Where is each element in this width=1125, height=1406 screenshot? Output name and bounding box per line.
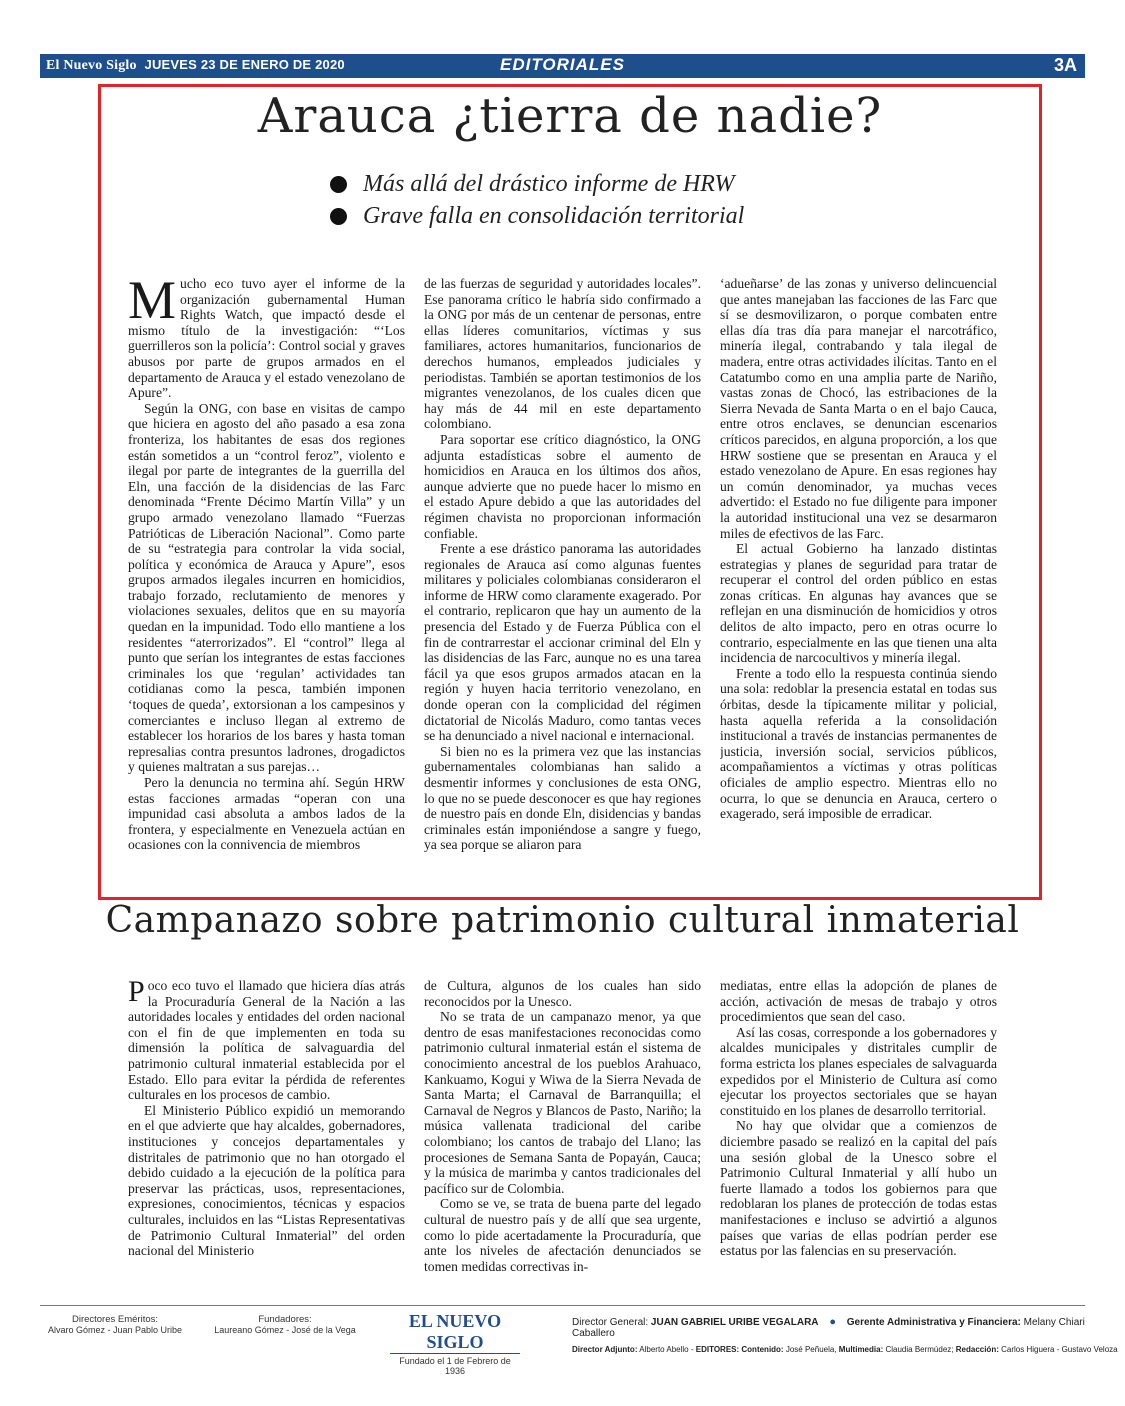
editorial-2-column-3: [720, 978, 997, 1280]
paragraph: No hay que olvidar que a comienzos de diciembre pasado se realizó en la capital del país una sesión global de la Unesco sobre el Patrimonio Cultural Inmaterial y allí hubo un fuerte llamado a todos los gobiernos para que redoblaran los planes de protección de todas estas manifestaciones e incluso se advirtió a algunos países que varias de ellas podrían perder ese estatus por las falencias en su preservación.: [720, 1118, 997, 1259]
paragraph: de las fuerzas de seguridad y autoridades locales”. Ese panorama crítico le habría sido confirmado a la ONG por más de un centenar de personas, entre ellas líderes comunitarios, víctimas y sus familiares, actores humanitarios, funcionarios de derechos humanos, empleados judiciales y periodistas. También se aportan testimonios de los migrantes venezolanos, de los cuales dicen que hay más de 44 mil en este departamento colombiano.: [424, 276, 701, 432]
paragraph: ‘adueñarse’ de las zonas y universo delincuencial que antes manejaban las facciones de las Farc que sí se desmovilizaron, o porque combaten entre ellas día tras día para manejar el narcotráfico, minería ilegal, contrabando y tala ilegal de madera, entre otras actividades ilícitas. Tanto en el Catatumbo como en una amplia parte de Nariño, vastas zonas de Chocó, las estribaciones de la Sierra Nevada de Santa Marta o en el bajo Cauca, entre otros enclaves, se denuncian escenarios críticos parecidos, en alguna proporción, a los que HRW sostiene que se presentan en Arauca y el estado venezolano de Apure. En esas regiones hay un común denominador, ya muchas veces advertido: el Estado no fue diligente para imponer la autoridad institucional una vez se desarmaron miles de efectivos de las Farc.: [720, 276, 997, 541]
editorial-1-column-1: [128, 276, 405, 882]
paragraph: No se trata de un campanazo menor, ya que dentro de esas manifestaciones reconocidas como patrimonio cultural inmaterial están el sistema de conocimiento ancestral de los pueblos Arahuaco, Kankuamo, Kogui y Wiwa de la Sierra Nevada de Santa Marta; el Carnaval de Barranquilla; el Carnaval de Negros y Blancos de Pasto, Nariño; la música vallenata tradicional del caribe colombiano; los cantos de trabajo del Llano; las procesiones de Semana Santa de Popayán, Cauca; y la música de marimba y cantos tradicionales del pacífico sur de Colombia.: [424, 1009, 701, 1196]
drop-cap: M: [128, 276, 177, 330]
paragraph: mediatas, entre ellas la adopción de planes de acción, activación de mesas de trabajo y otros procedimientos que sean del caso.: [720, 978, 997, 1025]
directores-label: Directores Eméritos:: [71, 1314, 159, 1325]
paragraph: Poco eco tuvo el llamado que hiciera días atrás la Procuraduría General de la Nación a las autoridades locales y entidades del orden nacional con el fin de que implementen en toda su dimensión la política de salvaguardia del patrimonio cultural inmaterial establecida por el Estado. Ello para evitar la pérdida de referentes culturales en los procesos de cambio.: [128, 978, 405, 1103]
editorial-2-column-1: [128, 978, 405, 1280]
paragraph: Según la ONG, con base en visitas de campo que hiciera en agosto del año pasado a esa zona fronteriza, los habitantes de esas dos regiones están sometidos a un “control feroz”, violento e ilegal por parte de integrantes de la guerrilla del Eln, una facción de la disidencias de las Farc denominada “Frente Décimo Martín Villa” y un grupo armado venezolano llamado “Fuerzas Patrióticas de Liberación Nacional”. Como parte de su “estrategia para controlar la vida social, política y económica de Arauca y Apure”, esos grupos armados ilegales incurren en homicidios, trabajo forzado, reclutamiento de menores y violaciones sexuales, delitos que en su mayoría quedan en la impunidad. Todo ello mantiene a los residentes “aterrorizados”. El “control” llega al punto que serían los integrantes de estas facciones criminales los que ‘regulan’ actividades tan cotidianas como la pesca, también imponen ‘toques de queda’, extorsionan a los campesinos y comerciantes e incluso llegan al extremo de establecer los horarios de los bares y hasta toman represalias contra presuntos ladrones, drogadictos y quienes maltratan a sus parejas…: [128, 400, 405, 775]
footer-fundadores: [210, 1314, 360, 1335]
footer-logo-block: [390, 1311, 520, 1376]
subhead-text: Más allá del drástico informe de HRW: [363, 170, 735, 197]
editorial-1-subheads: [330, 168, 744, 232]
editorial-1-column-2: [424, 276, 701, 882]
footer-directores: [40, 1314, 190, 1335]
footer-staff: [572, 1316, 1118, 1354]
gerente-name: Melany Chiari Caballero: [572, 1317, 1085, 1339]
paragraph: Así las cosas, corresponde a los gobernadores y alcaldes municipales y distritales cumplir de forma estricta los planes especiales de salvaguarda expedidos por el Ministerio de Cultura así como ejecutar los proyectos sectoriales que se hayan constituido en los planes de desarrollo territorial.: [720, 1024, 997, 1118]
page-number: 3A: [1053, 55, 1077, 75]
fundadores-label: Fundadores:: [258, 1314, 312, 1325]
directores-names: Alvaro Gómez - Juan Pablo Uribe: [47, 1325, 183, 1335]
paragraph: Frente a ese drástico panorama las autoridades regionales de Arauca así como algunas fuentes militares y policiales colombianas consideraron el informe de HRW como claramente exagerado. Por el contrario, replicaron que hay un aumento de la presencia del Estado y de Fuerza Pública con el fin de contrarrestar el accionar criminal del Eln y las disidencias de las Farc, aunque no es una tarea fácil ya que esos grupos armados atacan en la región y huyen hacia territorio venezolano, en donde operan con la complicidad del régimen dictatorial de Nicolás Maduro, como tantas veces se ha denunciado a nivel nacional e internacional.: [424, 541, 701, 744]
subhead-row: [330, 200, 744, 232]
paragraph: Frente a todo ello la respuesta continúa siendo una sola: redoblar la presencia estatal en todas sus órbitas, desde la típicamente militar y policial, hasta aquella referida a la consolidación institucional a través de instancias permanentes de justicia, inversión social, servicios públicos, acompañamientos a víctimas y otras políticas oficiales de amplio espectro. Mientras ello no ocurra, lo que se denuncia en Arauca, certero o exagerado, será imposible de erradicar.: [720, 665, 997, 822]
paragraph: Mucho eco tuvo ayer el informe de la organización gubernamental Human Rights Watch, que impactó desde el mismo título de la investigación: “‘Los guerrilleros son la policía’: Control social y graves abusos por parte de grupos armados en el departamento de Arauca y el estado venezolano de Apure”.: [128, 276, 405, 401]
section-title: EDITORIALES: [500, 55, 625, 74]
masthead-brand: El Nuevo Siglo: [46, 58, 137, 73]
paragraph: Para soportar ese crítico diagnóstico, la ONG adjunta estadísticas sobre el aumento de homicidios en Arauca en los últimos dos años, aunque advierte que no puede hacer lo mismo en el estado Apure debido a que las autoridades del régimen chavista no proporcionan información confiable.: [424, 431, 701, 541]
editorial-2-title: Campanazo sobre patrimonio cultural inmaterial: [105, 900, 1020, 941]
subhead-row: [330, 168, 744, 200]
newspaper-logo: EL NUEVO SIGLO: [390, 1311, 520, 1354]
editorial-1-title: Arauca ¿tierra de nadie?: [257, 88, 883, 144]
paragraph: El Ministerio Público expidió un memorando en el que advierte que hay alcaldes, gobernadores, instituciones y concejos departamentales y distritales de patrimonio que no han otorgado el debido cuidado a la ejecución de la política para preservar las prácticas, usos, representaciones, expresiones, conocimientos, técnicas y espacios culturales, incluidos en las “Listas Representativas de Patrimonio Cultural Inmaterial” del orden nacional del Ministerio: [128, 1102, 405, 1259]
staff-line-1: Director General: JUAN GABRIEL URIBE VEGALARA ● Gerente Administrativa y Financiera: Melany Chiari Caballero: [572, 1316, 1085, 1339]
paragraph: de Cultura, algunos de los cuales han sido reconocidos por la Unesco.: [424, 978, 701, 1009]
subhead-text: Grave falla en consolidación territorial: [363, 202, 745, 229]
bullet-icon: [330, 176, 347, 193]
drop-cap: P: [128, 978, 145, 1008]
paragraph: Si bien no es la primera vez que las instancias gubernamentales colombianas han salido a desmentir informes y conclusiones de esta ONG, lo que no se puede desconocer es que hay regiones de nuestro país en donde Eln, disidencias y bandas criminales están imponiéndose a sangre y fuego, ya sea porque se aliaron para: [424, 743, 701, 853]
header-bar: [40, 54, 1085, 78]
director-general: JUAN GABRIEL URIBE VEGALARA: [650, 1317, 819, 1328]
staff-line-2: Director Adjunto: Alberto Abello - EDITORES: Contenido: José Peñuela, Multimedia: Claudia Bermúdez; Redacción: Carlos Higuera - Gustavo Veloza: [572, 1345, 1118, 1354]
paragraph: Como se ve, se trata de buena parte del legado cultural de nuestro país y de allí que sea urgente, como lo pide acertadamente la Procuraduría, que ante los niveles de afectación denunciados se tomen medidas correctivas in-: [424, 1196, 701, 1274]
paragraph: Pero la denuncia no termina ahí. Según HRW estas facciones armadas “operan con una impunidad casi absoluta a ambos lados de la frontera, y especialmente en Venezuela actúan en ocasiones con la connivencia de miembros: [128, 775, 405, 853]
fundadores-names: Laureano Gómez - José de la Vega: [214, 1325, 356, 1335]
founded-date: Fundado el 1 de Febrero de 1936: [399, 1356, 511, 1376]
paragraph: El actual Gobierno ha lanzado distintas estrategias y planes de seguridad para tratar de recuperar el control del orden público en estas zonas críticas. En algunas hay avances que se reflejan en una disminución de homicidios y otros delitos de alto impacto, pero en otras ocurre lo contrario, especialmente en las que tienen una alta incidencia de narcocultivos y minería ilegal.: [720, 541, 997, 666]
editorial-1-column-3: [720, 276, 997, 882]
bullet-icon: [330, 208, 347, 225]
issue-date: JUEVES 23 DE ENERO DE 2020: [144, 57, 345, 72]
footer-divider: [40, 1305, 1085, 1306]
editorial-2-column-2: [424, 978, 701, 1280]
separator-dot-icon: ●: [829, 1316, 836, 1328]
